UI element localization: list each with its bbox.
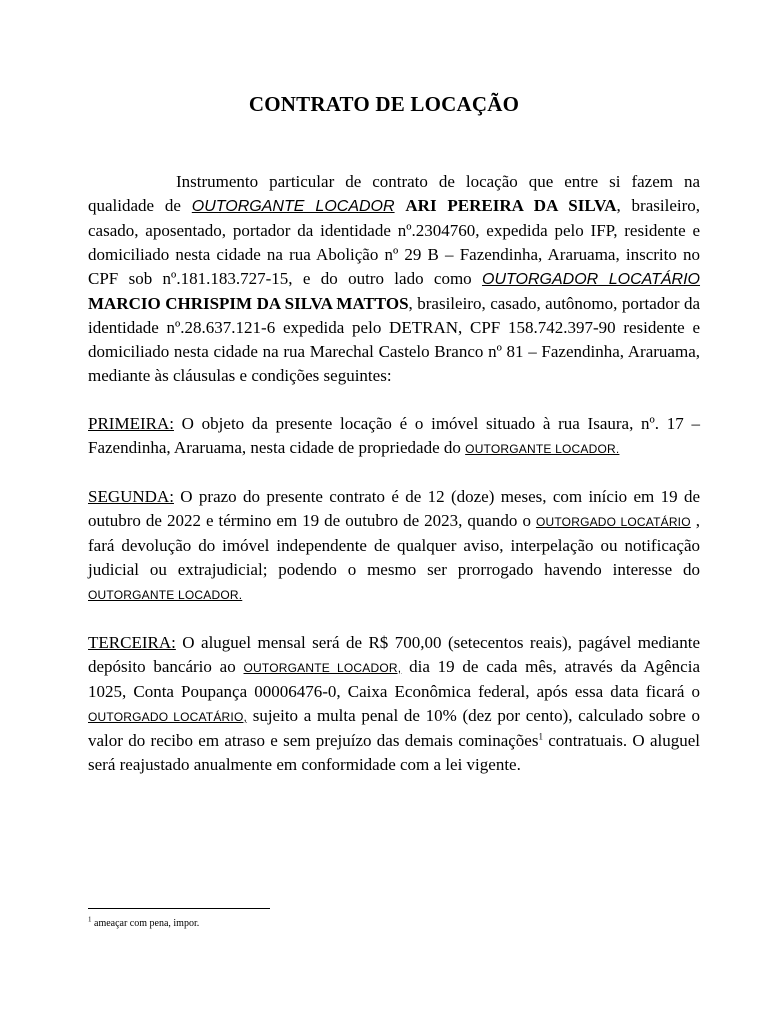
locador-name: ARI PEREIRA DA SILVA	[405, 196, 617, 215]
clause-primeira	[88, 412, 700, 461]
clause-terceira-label: TERCEIRA:	[88, 633, 176, 652]
footnote-divider	[88, 908, 270, 909]
footnote-marker: 1	[538, 731, 543, 742]
clause-terceira	[88, 631, 700, 777]
locatario-name: MARCIO CHRISPIM DA SILVA MATTOS	[88, 294, 409, 313]
clause-terceira-ref-2: OUTORGADO LOCATÁRIO,	[88, 710, 248, 724]
clause-terceira-text-2: dia 19 de cada mês, através da Agência 1025, Conta Poupança 00006476-0, Caixa Econômica federal, após essa data ficará o	[88, 657, 700, 701]
clause-segunda-ref-2: OUTORGANTE LOCADOR.	[88, 588, 243, 602]
clause-segunda	[88, 485, 700, 607]
locador-role: OUTORGANTE LOCADOR	[191, 198, 395, 215]
clause-terceira-ref-1: OUTORGANTE LOCADOR,	[243, 661, 402, 675]
clause-terceira-text-4: contratuais. O aluguel será reajustado anualmente em conformidade com a lei vigente.	[88, 731, 700, 774]
clause-primeira-ref: OUTORGANTE LOCADOR.	[465, 442, 620, 456]
clause-segunda-label: SEGUNDA:	[88, 487, 174, 506]
clause-terceira-text-1: O aluguel mensal será de R$ 700,00 (setecentos reais), pagável mediante depósito bancário ao	[88, 633, 700, 676]
footnote	[88, 915, 200, 929]
clause-terceira-text-3: sujeito a multa penal de 10% (dez por cento), calculado sobre o valor do recibo em atraso e sem prejuízo das demais cominações	[88, 706, 700, 750]
clause-primeira-text: O objeto da presente locação é o imóvel situado à rua Isaura, nº. 17 – Fazendinha, Araruama, nesta cidade de propriedade do	[88, 414, 700, 457]
locatario-role: OUTORGADOR LOCATÁRIO	[482, 271, 701, 288]
intro-paragraph	[88, 170, 700, 388]
clause-segunda-ref-1: OUTORGADO LOCATÁRIO	[535, 515, 691, 529]
intro-text-1: Instrumento particular de contrato de locação que entre si fazem na qualidade de	[88, 172, 700, 215]
page-title: CONTRATO DE LOCAÇÃO	[248, 92, 520, 116]
intro-text-2: , brasileiro, casado, aposentado, portador da identidade nº.2304760, expedida pelo IFP, residente e domiciliado nesta cidade na rua Abolição nº 29 B – Fazendinha, Araruama, inscrito no CPF sob nº.181.183.727-15, e do outro lado como	[88, 196, 700, 288]
footnote-number: 1	[88, 915, 92, 924]
clause-segunda-text-2: , fará devolução do imóvel independente de qualquer aviso, interpelação ou notificação judicial ou extrajudicial; podendo o mesmo ser prorrogado havendo interesse do	[88, 511, 701, 579]
clause-segunda-text-1: O prazo do presente contrato é de 12 (doze) meses, com início em 19 de outubro de 2022 e término em 19 de outubro de 2023, quando o	[88, 487, 700, 530]
intro-text-3: , brasileiro, casado, autônomo, portador da identidade nº.28.637.121-6 expedida pelo DETRAN, CPF 158.742.397-90 residente e domiciliado nesta cidade na rua Marechal Castelo Branco nº 81 – Fazendinha, Araruama, mediante às cláusulas e condições seguintes:	[88, 294, 701, 385]
clause-primeira-label: PRIMEIRA:	[88, 414, 174, 433]
footnote-text: ameaçar com pena, impor.	[91, 918, 200, 929]
contract-body	[88, 170, 700, 777]
